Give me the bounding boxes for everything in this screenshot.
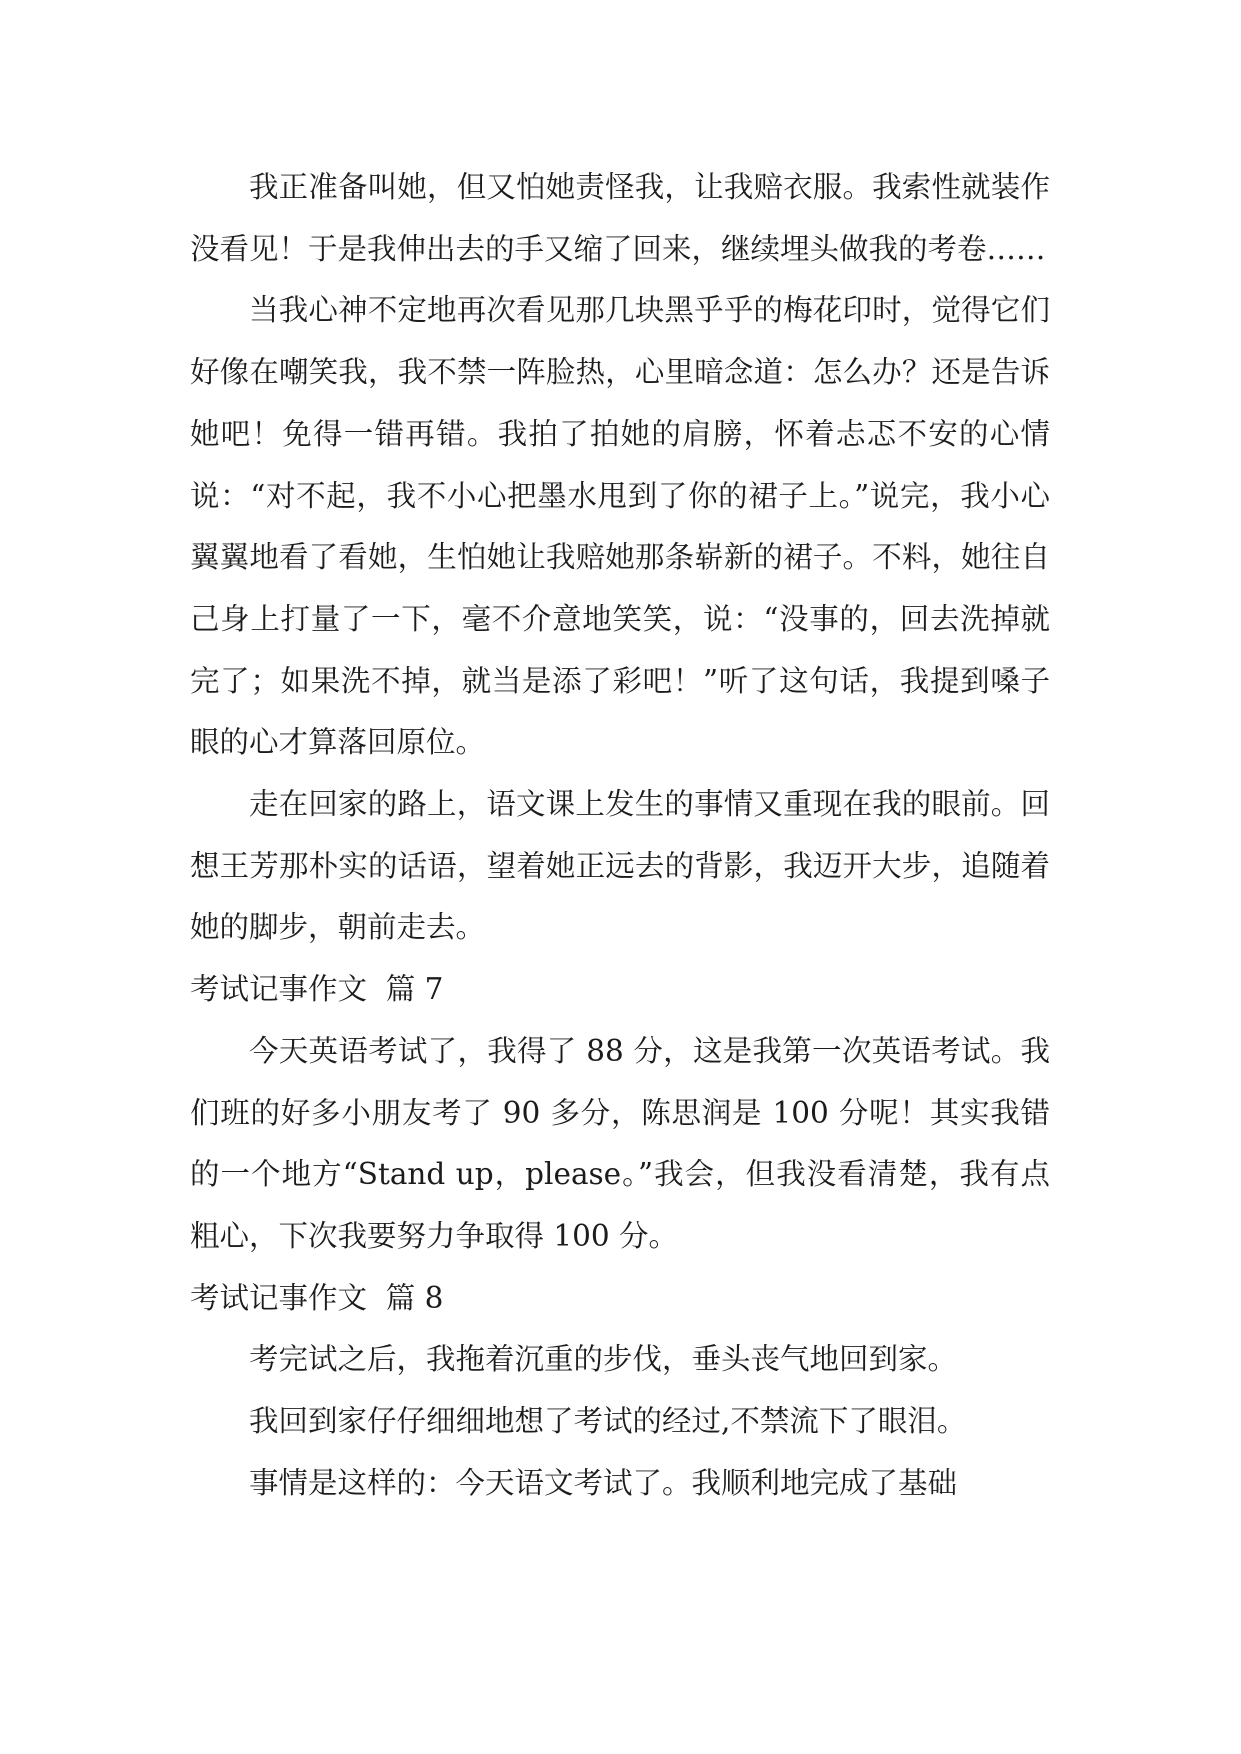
- paragraph: 我正准备叫她，但又怕她责怪我，让我赔衣服。我索性就装作没看见！于是我伸出去的手又缩了回来，继续埋头做我的考卷……: [190, 170, 1050, 266]
- section-heading: 考试记事作文 篇 8: [190, 1280, 444, 1315]
- document-body: [190, 157, 1050, 1514]
- paragraph: 我回到家仔仔细细地想了考试的经过,不禁流下了眼泪。: [249, 1404, 967, 1439]
- paragraph: 走在回家的路上，语文课上发生的事情又重现在我的眼前。回想王芳那朴实的话语，望着她正远去的背影，我迈开大步，追随着她的脚步，朝前走去。: [190, 787, 1050, 945]
- paragraph: 事情是这样的：今天语文考试了。我顺利地完成了基础: [249, 1465, 958, 1500]
- paragraph: 考完试之后，我拖着沉重的步伐，垂头丧气地回到家。: [249, 1342, 958, 1377]
- section-heading: 考试记事作文 篇 7: [190, 972, 444, 1007]
- paragraph: 当我心神不定地再次看见那几块黑乎乎的梅花印时，觉得它们好像在嘲笑我，我不禁一阵脸热，心里暗念道：怎么办？还是告诉她吧！免得一错再错。我拍了拍她的肩膀，怀着忐忑不安的心情说：“对不起，我不小心把墨水甩到了你的裙子上。”说完，我小心翼翼地看了看她，生怕她让我赔她那条崭新的裙子。不料，她往自己身上打量了一下，毫不介意地笑笑，说：“没事的，回去洗掉就完了；如果洗不掉，就当是添了彩吧！”听了这句话，我提到嗓子眼的心才算落回原位。: [190, 293, 1050, 760]
- paragraph: 今天英语考试了，我得了 88 分，这是我第一次英语考试。我们班的好多小朋友考了 90 多分，陈思润是 100 分呢！其实我错的一个地方“Stand up，please。”我会，但我没看清楚，我有点粗心，下次我要努力争取得 100 分。: [190, 1033, 1050, 1253]
